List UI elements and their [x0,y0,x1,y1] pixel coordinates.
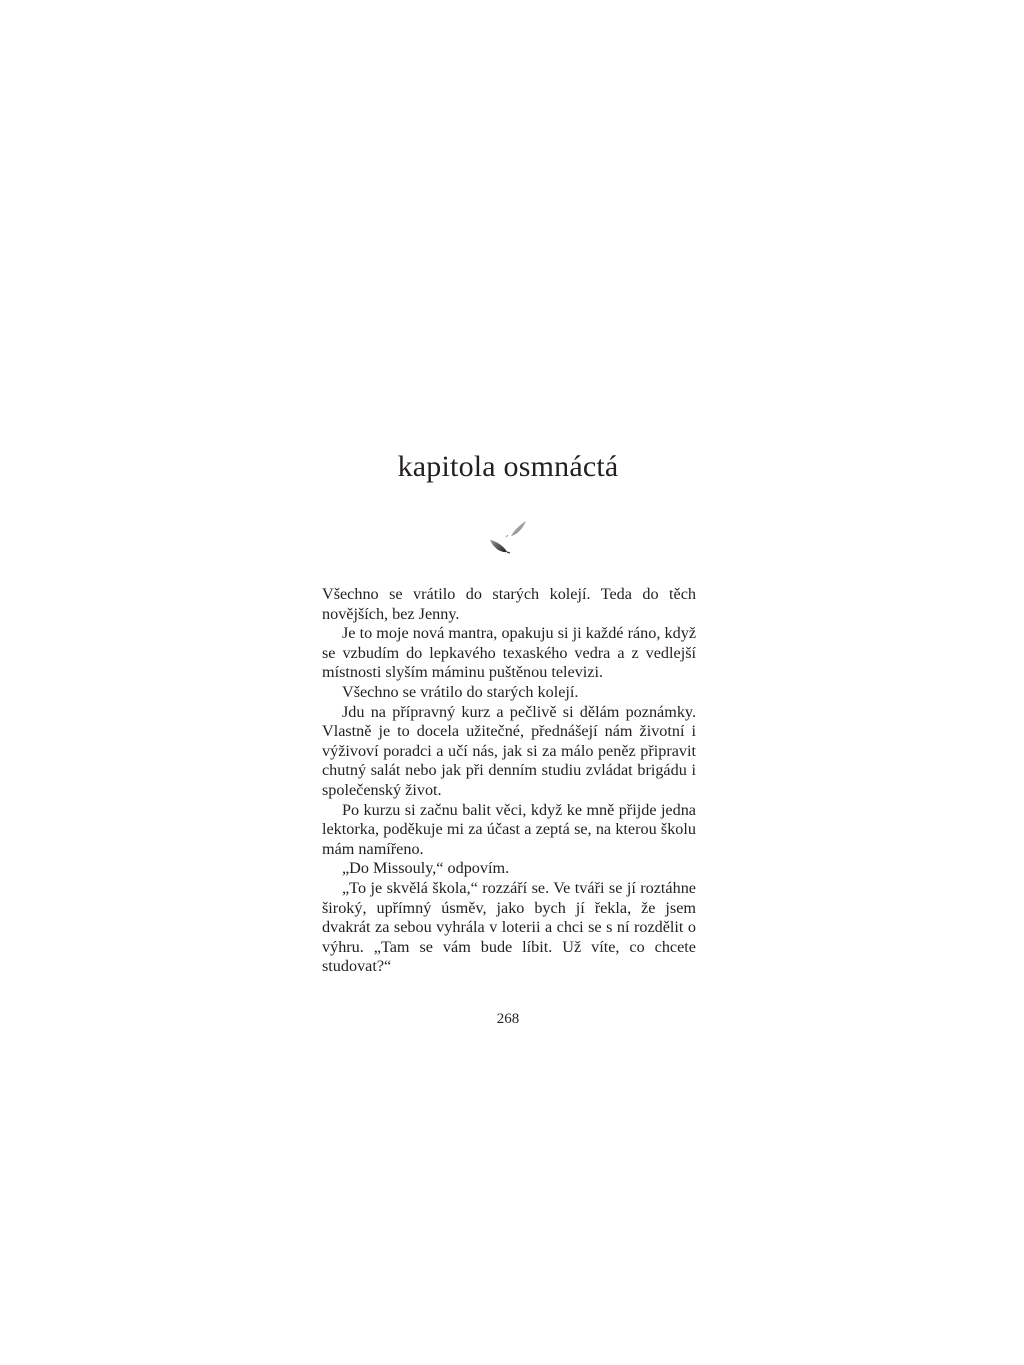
feather-ornament-icon [486,518,530,558]
paragraph: Je to moje nová mantra, opakuju si ji každé ráno, když se vzbudím do lepkavého texaského vedra a z vedlejší místnosti slyším máminu puštěnou televizi. [322,624,696,682]
paragraph: Po kurzu si začnu balit věci, když ke mně přijde jedna lektorka, poděkuje mi za účast a zeptá se, na kterou školu mám namířeno. [322,800,696,858]
paragraph: „To je skvělá škola,“ rozzáří se. Ve tváři se jí roztáhne široký, upřímný úsměv, jako bych jí řekla, že jsem dvakrát za sebou vyhrála v loterii a chci se s ní rozdělit o výhru. „Tam se vám bude líbit. Už víte, co chcete studovat?“ [322,878,696,976]
chapter-body [322,585,696,977]
paragraph: Všechno se vrátilo do starých kolejí. Teda do těch novějších, bez Jenny. [322,585,696,623]
paragraph: Všechno se vrátilo do starých kolejí. [342,682,579,701]
paragraph: „Do Missouly,“ odpovím. [342,859,510,878]
paragraph: Jdu na přípravný kurz a pečlivě si dělám poznámky. Vlastně je to docela užitečné, přednášejí nám životní i výživoví poradci a učí nás, jak si za málo peněz připravit chutný salát nebo jak při denním studiu zvládat brigádu i společenský život. [322,702,696,799]
chapter-title: kapitola osmnáctá [397,450,619,483]
page-number: 268 [496,1011,520,1027]
